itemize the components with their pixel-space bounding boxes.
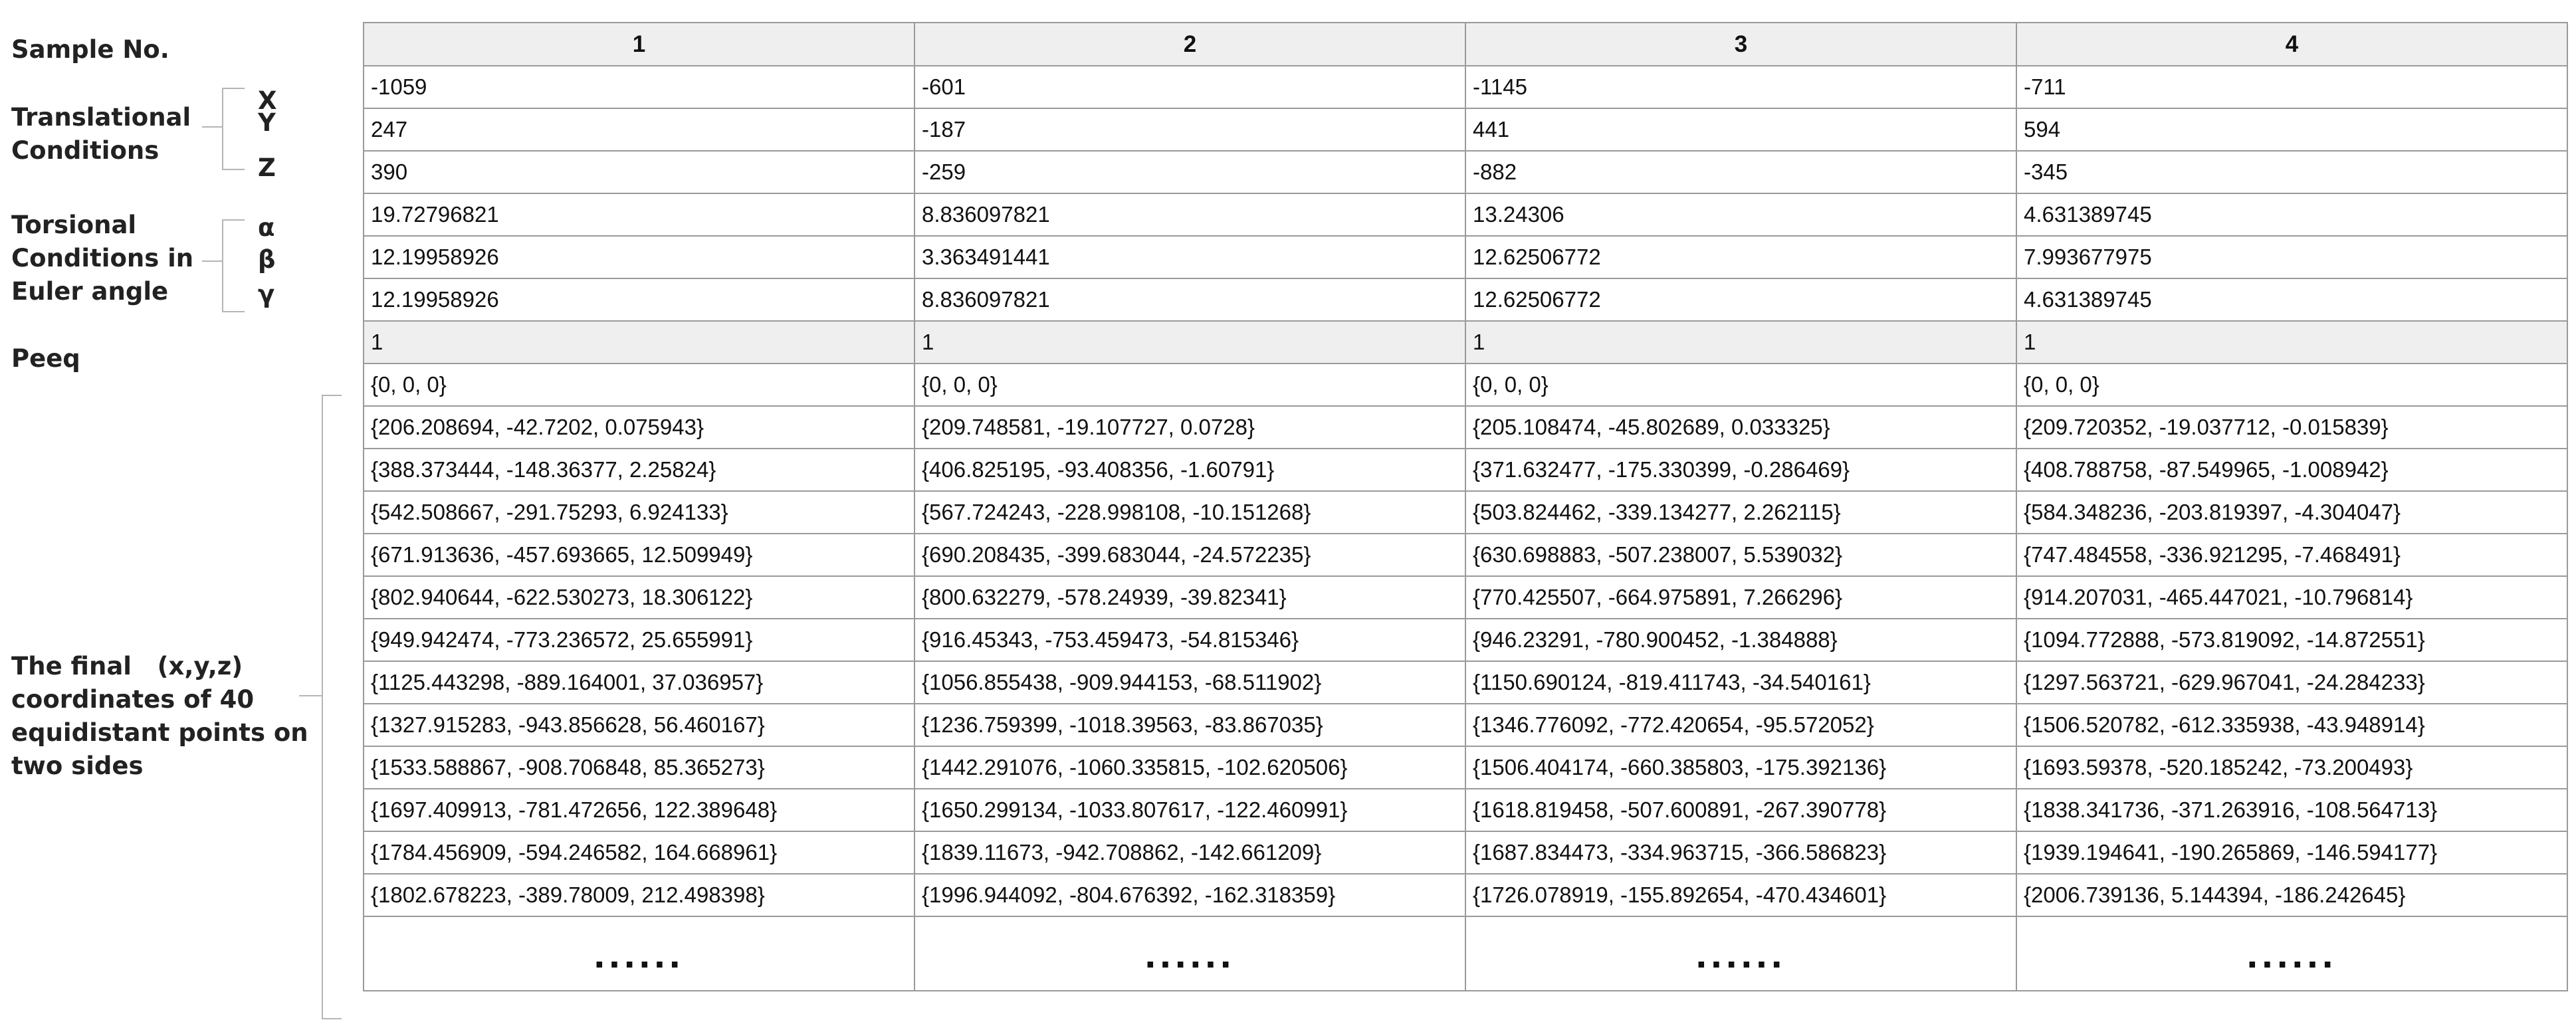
coordinate-row [364, 704, 2567, 746]
table-cell: {1939.194641, -190.265869, -146.594177} [2016, 831, 2567, 874]
table-cell: 8.836097821 [914, 278, 1465, 321]
table-cell: {209.748581, -19.107727, 0.0728} [914, 406, 1465, 449]
table-cell: 441 [1465, 108, 2016, 151]
table-cell: {206.208694, -42.7202, 0.075943} [364, 406, 914, 449]
table-cell: {690.208435, -399.683044, -24.572235} [914, 534, 1465, 576]
table-cell: {0, 0, 0} [914, 363, 1465, 406]
torsional-bracket-stub [202, 260, 222, 262]
translational-row-z [364, 151, 2567, 193]
table-cell: {1697.409913, -781.472656, 122.389648} [364, 789, 914, 831]
table-body [364, 66, 2567, 991]
final-label-line1: The final (x,y,z) [11, 652, 243, 680]
coordinates-bracket-stub [299, 695, 322, 696]
table-cell: {1327.915283, -943.856628, 56.460167} [364, 704, 914, 746]
table-cell: {1056.855438, -909.944153, -68.511902} [914, 661, 1465, 704]
translational-row-x [364, 66, 2567, 108]
torsional-row-alpha [364, 193, 2567, 236]
table-cell: {542.508667, -291.75293, 6.924133} [364, 491, 914, 534]
table-cell: {1839.11673, -942.708862, -142.661209} [914, 831, 1465, 874]
peeq-label: Peeq [11, 344, 80, 373]
table-cell: {1442.291076, -1060.335815, -102.620506} [914, 746, 1465, 789]
table-cell: -711 [2016, 66, 2567, 108]
coordinate-row [364, 746, 2567, 789]
coordinate-row [364, 406, 2567, 449]
table-cell: {949.942474, -773.236572, 25.655991} [364, 619, 914, 661]
translational-conditions-label [11, 101, 191, 167]
coordinate-row [364, 534, 2567, 576]
column-header-sample-4: 4 [2016, 23, 2567, 66]
table-cell: 594 [2016, 108, 2567, 151]
table-cell: -259 [914, 151, 1465, 193]
column-header-sample-3: 3 [1465, 23, 2016, 66]
table-cell: 12.19958926 [364, 236, 914, 278]
axis-gamma-label: γ [258, 280, 275, 308]
table-cell: -1059 [364, 66, 914, 108]
table-cell: {1693.59378, -520.185242, -73.200493} [2016, 746, 2567, 789]
table-cell: -601 [914, 66, 1465, 108]
table-cell: ...... [2016, 916, 2567, 991]
table-cell: {0, 0, 0} [1465, 363, 2016, 406]
table-cell: 4.631389745 [2016, 278, 2567, 321]
translational-label-line1: Translational [11, 103, 191, 132]
table-cell: 4.631389745 [2016, 193, 2567, 236]
table-cell: {0, 0, 0} [2016, 363, 2567, 406]
torsional-label-line1: Torsional [11, 211, 137, 239]
coordinates-bracket [322, 395, 342, 1019]
table-cell: {209.720352, -19.037712, -0.015839} [2016, 406, 2567, 449]
torsional-conditions-label [11, 209, 193, 308]
table-cell: 12.62506772 [1465, 278, 2016, 321]
coordinate-row [364, 874, 2567, 916]
table-cell: -187 [914, 108, 1465, 151]
table-cell: 1 [2016, 321, 2567, 363]
table-cell: {1784.456909, -594.246582, 164.668961} [364, 831, 914, 874]
torsional-label-line2: Conditions in [11, 244, 194, 272]
table-cell: {1618.819458, -507.600891, -267.390778} [1465, 789, 2016, 831]
table-cell: {503.824462, -339.134277, 2.262115} [1465, 491, 2016, 534]
table-cell: {1802.678223, -389.78009, 212.498398} [364, 874, 914, 916]
torsional-label-line3: Euler angle [11, 277, 169, 306]
table-cell: {1650.299134, -1033.807617, -122.460991} [914, 789, 1465, 831]
table-cell: {1297.563721, -629.967041, -24.284233} [2016, 661, 2567, 704]
table-cell: 3.363491441 [914, 236, 1465, 278]
table-cell: {567.724243, -228.998108, -10.151268} [914, 491, 1465, 534]
torsional-bracket [222, 219, 245, 312]
translational-bracket [222, 88, 245, 170]
table-cell: -1145 [1465, 66, 2016, 108]
axis-alpha-label: α [258, 213, 275, 242]
table-cell: {1533.588867, -908.706848, 85.365273} [364, 746, 914, 789]
table-cell: 19.72796821 [364, 193, 914, 236]
samples-table [363, 22, 2568, 991]
table-cell: {1150.690124, -819.411743, -34.540161} [1465, 661, 2016, 704]
table-cell: {800.632279, -578.24939, -39.82341} [914, 576, 1465, 619]
table-cell: {802.940644, -622.530273, 18.306122} [364, 576, 914, 619]
table-cell: {1838.341736, -371.263916, -108.564713} [2016, 789, 2567, 831]
table-cell: {1996.944092, -804.676392, -162.318359} [914, 874, 1465, 916]
peeq-row [364, 321, 2567, 363]
table-cell: ...... [914, 916, 1465, 991]
table-cell: {406.825195, -93.408356, -1.60791} [914, 449, 1465, 491]
sample-no-label: Sample No. [11, 35, 169, 64]
table-cell: 1 [364, 321, 914, 363]
coordinate-row [364, 363, 2567, 406]
table-cell: -345 [2016, 151, 2567, 193]
final-label-line3: equidistant points on [11, 718, 308, 747]
table-cell: ...... [364, 916, 914, 991]
table-cell: {371.632477, -175.330399, -0.286469} [1465, 449, 2016, 491]
table-cell: {1346.776092, -772.420654, -95.572052} [1465, 704, 2016, 746]
table-cell: {1506.404174, -660.385803, -175.392136} [1465, 746, 2016, 789]
column-header-sample-2: 2 [914, 23, 1465, 66]
table-cell: {914.207031, -465.447021, -10.796814} [2016, 576, 2567, 619]
column-header-sample-1: 1 [364, 23, 914, 66]
table-cell: {1506.520782, -612.335938, -43.948914} [2016, 704, 2567, 746]
table-cell: {747.484558, -336.921295, -7.468491} [2016, 534, 2567, 576]
table-cell: {1726.078919, -155.892654, -470.434601} [1465, 874, 2016, 916]
table-cell: {388.373444, -148.36377, 2.25824} [364, 449, 914, 491]
table-cell: 12.62506772 [1465, 236, 2016, 278]
table-cell: ...... [1465, 916, 2016, 991]
table-cell: {671.913636, -457.693665, 12.509949} [364, 534, 914, 576]
coordinate-row [364, 619, 2567, 661]
table-cell: {1094.772888, -573.819092, -14.872551} [2016, 619, 2567, 661]
table-cell: 1 [914, 321, 1465, 363]
final-label-line4: two sides [11, 752, 144, 780]
translational-row-y [364, 108, 2567, 151]
coordinate-row [364, 789, 2567, 831]
table-cell: {0, 0, 0} [364, 363, 914, 406]
table-cell: 1 [1465, 321, 2016, 363]
table-cell: {408.788758, -87.549965, -1.008942} [2016, 449, 2567, 491]
table-cell: 7.993677975 [2016, 236, 2567, 278]
ellipsis-row [364, 916, 2567, 991]
table-cell: {630.698883, -507.238007, 5.539032} [1465, 534, 2016, 576]
table-cell: 13.24306 [1465, 193, 2016, 236]
table-cell: 8.836097821 [914, 193, 1465, 236]
coordinate-row [364, 831, 2567, 874]
axis-beta-label: β [258, 245, 276, 274]
coordinate-row [364, 661, 2567, 704]
table-cell: {1687.834473, -334.963715, -366.586823} [1465, 831, 2016, 874]
table-cell: {770.425507, -664.975891, 7.266296} [1465, 576, 2016, 619]
table-cell: {205.108474, -45.802689, 0.033325} [1465, 406, 2016, 449]
final-coordinates-label [11, 650, 308, 783]
table-cell: {946.23291, -780.900452, -1.384888} [1465, 619, 2016, 661]
coordinate-row [364, 576, 2567, 619]
axis-y-label: Y [258, 108, 276, 137]
final-label-line2: coordinates of 40 [11, 685, 255, 714]
table-cell: 247 [364, 108, 914, 151]
table-cell: {584.348236, -203.819397, -4.304047} [2016, 491, 2567, 534]
axis-z-label: Z [258, 154, 276, 182]
table-cell: -882 [1465, 151, 2016, 193]
translational-label-line2: Conditions [11, 136, 160, 165]
table-cell: {1125.443298, -889.164001, 37.036957} [364, 661, 914, 704]
axis-x-label: X [258, 86, 277, 115]
torsional-row-gamma [364, 278, 2567, 321]
header-row [364, 23, 2567, 66]
coordinate-row [364, 449, 2567, 491]
table-cell: {916.45343, -753.459473, -54.815346} [914, 619, 1465, 661]
table-cell: 390 [364, 151, 914, 193]
table-cell: {2006.739136, 5.144394, -186.242645} [2016, 874, 2567, 916]
coordinate-row [364, 491, 2567, 534]
torsional-row-beta [364, 236, 2567, 278]
translational-bracket-stub [202, 126, 222, 128]
table-cell: 12.19958926 [364, 278, 914, 321]
table-cell: {1236.759399, -1018.39563, -83.867035} [914, 704, 1465, 746]
